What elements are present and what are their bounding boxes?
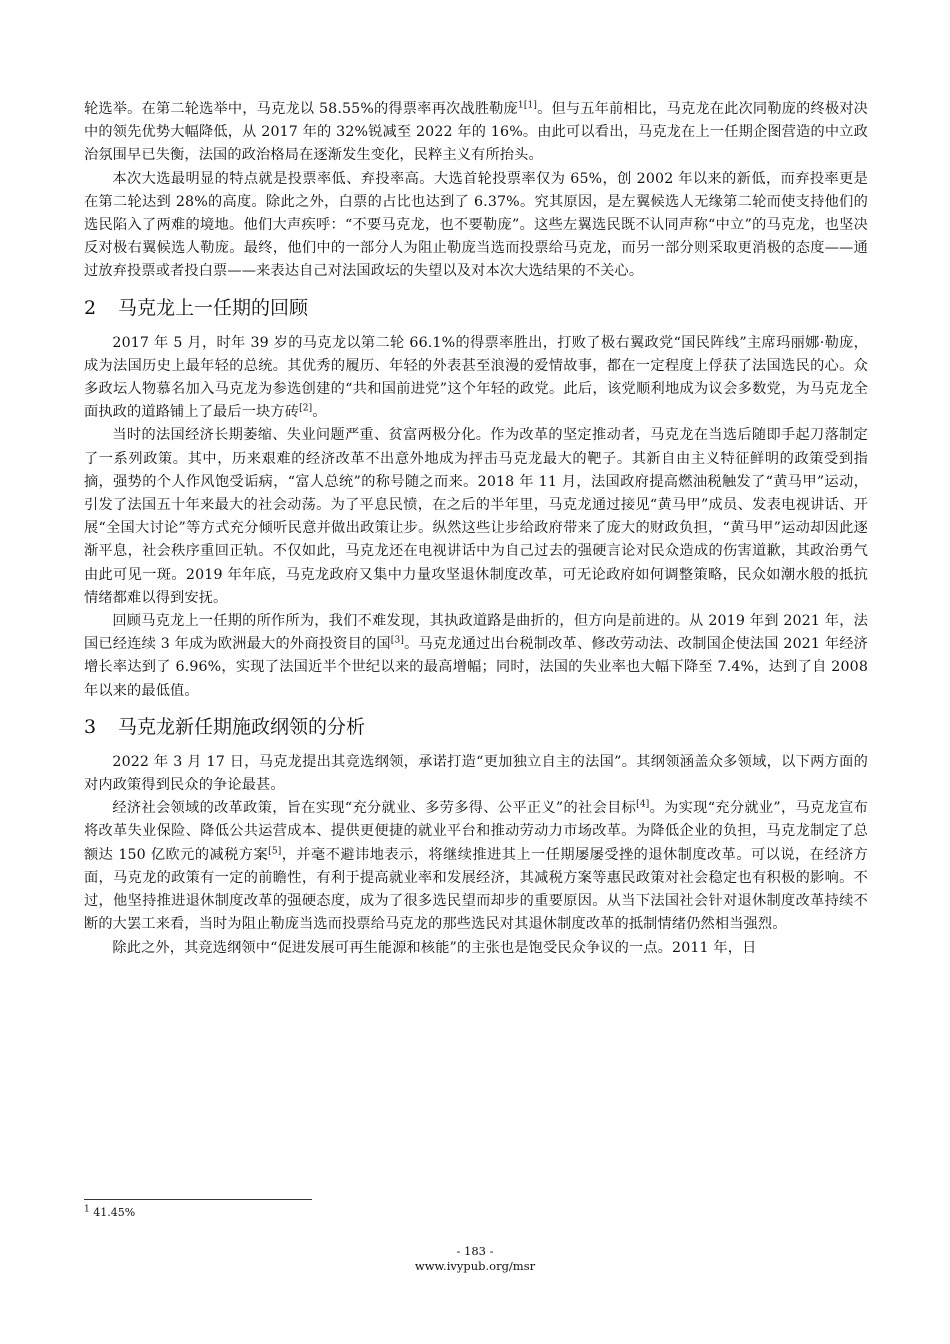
footnote-divider	[84, 1199, 312, 1200]
footnote	[84, 1206, 135, 1219]
footnote-number: 1	[84, 1204, 90, 1215]
footnote-text: 41.45%	[89, 1206, 136, 1219]
paragraph: 2022 年 3 月 17 日，马克龙提出其竞选纲领，承诺打造“更加独立自主的法国”。其纲领涵盖众多领域，以下两方面的对内政策得到民众的争论最甚。	[84, 753, 868, 794]
citation-ref[interactable]: [2]	[299, 403, 313, 414]
paragraph: 当时的法国经济长期萎缩、失业问题严重、贫富两极分化。作为改革的坚定推动者，马克龙在当选后随即手起刀落制定了一系列政策。其中，历来艰难的经济改革不出意外地成为抨击马克龙最大的靶子。其新自由主义特征鲜明的政策受到指摘，强势的个人作风饱受诟病，“富人总统”的称号随之而来。2018 年 11 月，法国政府提高燃油税触发了“黄马甲”运动，引发了法国五十年来最大的社会动荡。为了平息民愤，在之后的半年里，马克龙通过接见“黄马甲”成员、发表电视讲话、开展“全国大讨论”等方式充分倾听民意并做出政策让步。纵然这些让步给政府带来了庞大的财政负担，“黄马甲”运动却因此逐渐平息，社会秩序重回正轨。不仅如此，马克龙还在电视讲话中为自己过去的强硬言论对民众造成的伤害道歉，其政治勇气由此可见一斑。2019 年年底，马克龙政府又集中力量攻坚退休制度改革，可无论政府如何调整策略，民众如潮水般的抵抗情绪都难以得到安抚。	[84, 427, 868, 606]
citation-ref[interactable]: [4]	[636, 799, 650, 810]
section-title: 马克龙新任期施政纲领的分析	[118, 715, 366, 738]
paragraph: 除此之外，其竞选纲领中“促进发展可再生能源和核能”的主张也是饱受民众争议的一点。2011 年，日	[112, 939, 757, 956]
paragraph: 轮选举。在第二轮选举中，马克龙以 58.55%的得票率再次战胜勒庞$^{1[1]}$。但与五年前相比，马克龙在此次同勒庞的终极对决中的领先优势大幅降低，从 2017 年的 32%锐减至 2022 年的 16%。由此可以看出，马克龙在上一任期企图营造的中立政治氛围早已失衡，法国的政治格局在逐渐发生变化，民粹主义有所抬头。	[84, 100, 868, 164]
journal-url[interactable]: www.ivypub.org/msr	[414, 1259, 536, 1273]
paragraph: 2017 年 5 月，时年 39 岁的马克龙以第二轮 66.1%的得票率胜出，打败了极右翼政党“国民阵线”主席玛丽娜·勒庞，成为法国历史上最年轻的总统。其优秀的履历、年轻的外表甚至浪漫的爱情故事，都在一定程度上俘获了法国选民的心。众多政坛人物慕名加入马克龙为参选创建的“共和国前进党”这个年轻的政党。此后，该党顺利地成为议会多数党，为马克龙全面执政的道路铺上了最后一块方砖[2]。	[84, 334, 868, 421]
footnote-mark[interactable]: 1	[517, 100, 524, 111]
paragraph: 经济社会领域的改革政策，旨在实现“充分就业、多劳多得、公平正义”的社会目标[4]。为实现“充分就业”，马克龙宣布将改革失业保险、降低公共运营成本、提供更便捷的就业平台和推动劳动力市场改革。为降低企业的负担，马克龙制定了总额达 150 亿欧元的减税方案[5]，并毫不避讳地表示，将继续推进其上一任期屡屡受挫的退休制度改革。可以说，在经济方面，马克龙的政策有一定的前瞻性，有利于提高就业率和发展经济，其减税方案等惠民政策对社会稳定也有积极的影响。不过，他坚持推进退休制度改革的强硬态度，成为了很多选民望而却步的重要原因。从当下法国社会针对退休制度改革持续不断的大罢工来看，当时为阻止勒庞当选而投票给马克龙的那些选民对其退休制度改革的抵制情绪仍然相当强烈。	[84, 799, 868, 933]
section-number: 3	[84, 715, 97, 738]
section-title: 马克龙上一任期的回顾	[118, 296, 309, 319]
section-number: 2	[84, 296, 97, 319]
paragraph: 本次大选最明显的特点就是投票率低、弃投率高。大选首轮投票率仅为 65%，创 2002 年以来的新低，而弃投率更是在第二轮达到 28%的高度。除此之外，白票的占比也达到了 6.37%。究其原因，是左翼候选人无缘第二轮而使支持他们的选民陷入了两难的境地。他们大声疾呼：“不要马克龙，也不要勒庞”。这些左翼选民既不认同声称“中立”的马克龙，也坚决反对极右翼候选人勒庞。最终，他们中的一部分人为阻止勒庞当选而投票给马克龙，而另一部分则采取更消极的态度——通过放弃投票或者投白票——来表达自己对法国政坛的失望以及对本次大选结果的不关心。	[84, 170, 868, 280]
citation-ref[interactable]: [1]	[523, 100, 538, 111]
citation-ref[interactable]: [3]	[390, 635, 404, 646]
section-heading	[84, 713, 868, 741]
section-heading	[84, 294, 868, 322]
citation-ref[interactable]: [5]	[268, 845, 282, 856]
article-body	[84, 98, 868, 960]
page-number: - 183 -	[456, 1244, 494, 1258]
paragraph: 回顾马克龙上一任期的所作所为，我们不难发现，其执政道路是曲折的，但方向是前进的。从 2019 年到 2021 年，法国已经连续 3 年成为欧洲最大的外商投资目的国[3]。马克龙通过出台税制改革、修改劳动法、改制国企使法国 2021 年经济增长率达到了 6.96%，实现了法国近半个世纪以来的最高增幅；同时，法国的失业率也大幅下降至 7.4%，达到了自 2008 年以来的最低值。	[84, 613, 868, 699]
